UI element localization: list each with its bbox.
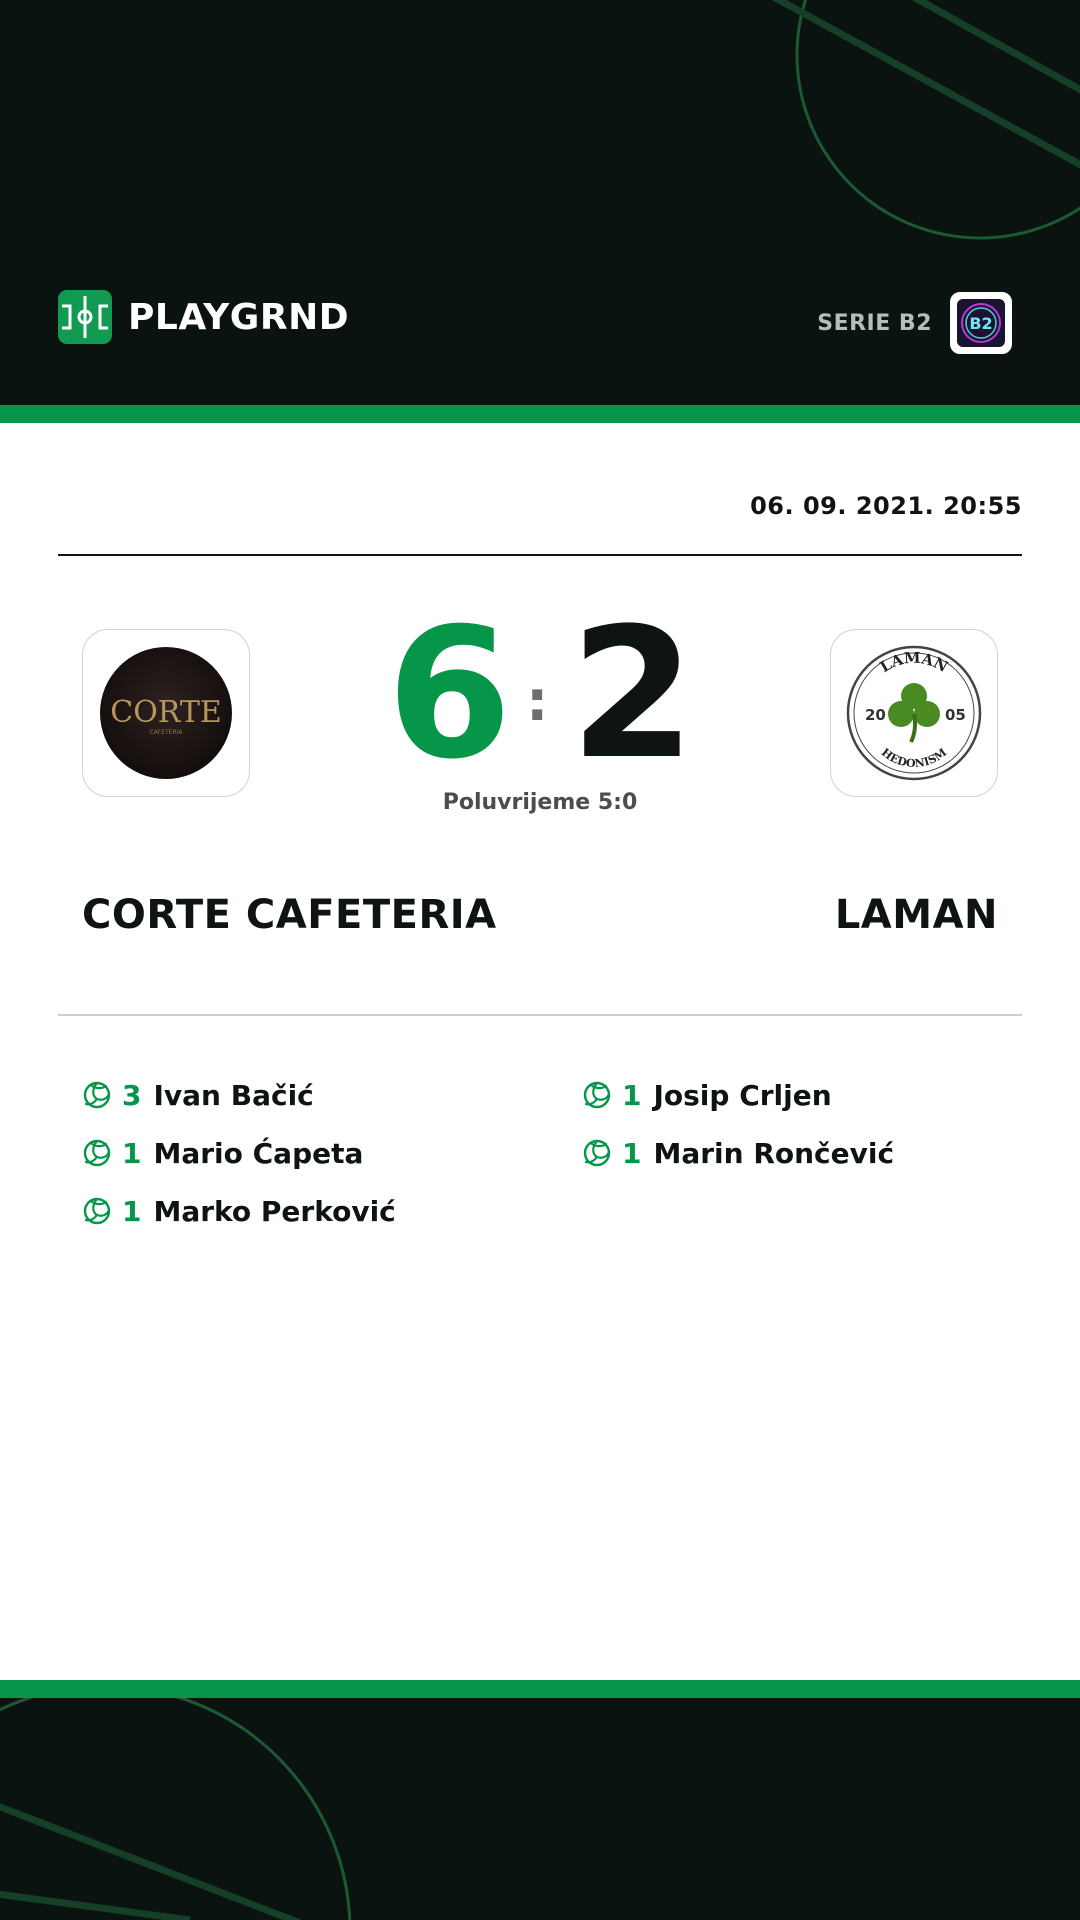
- scorer-name: Mario Ćapeta: [153, 1136, 364, 1170]
- scorer-name: Marko Perković: [153, 1194, 396, 1228]
- scorer-goals: 3: [122, 1078, 142, 1112]
- divider: [58, 1014, 1022, 1016]
- footer-stripe: [0, 1680, 1080, 1698]
- away-logo-year-left: 20: [865, 706, 886, 724]
- league-badge-icon: [950, 292, 1012, 354]
- football-icon: [82, 1138, 112, 1168]
- brand-name: PLAYGRND: [128, 296, 350, 338]
- score-separator: :: [526, 669, 549, 734]
- away-logo-year-right: 05: [945, 706, 966, 724]
- home-score: 6: [386, 590, 512, 799]
- away-team-logo[interactable]: [830, 629, 998, 797]
- home-logo-text: CORTE: [110, 695, 222, 730]
- home-logo-subtext: CAFETERIA: [149, 729, 183, 736]
- brand[interactable]: [58, 290, 349, 344]
- footer: [0, 1698, 1080, 1920]
- football-icon: [582, 1138, 612, 1168]
- football-icon: [82, 1196, 112, 1226]
- league[interactable]: [817, 292, 1012, 354]
- scorer-item[interactable]: [582, 1066, 894, 1124]
- away-team-name[interactable]: LAMAN: [834, 892, 998, 938]
- football-icon: [582, 1080, 612, 1110]
- football-icon: [82, 1080, 112, 1110]
- home-team-name[interactable]: CORTE CAFETERIA: [82, 892, 497, 938]
- away-score: 2: [570, 590, 696, 799]
- scorer-item[interactable]: [582, 1124, 894, 1182]
- scorer-item[interactable]: [82, 1124, 396, 1182]
- home-team-logo[interactable]: [82, 629, 250, 797]
- header: [0, 0, 1080, 405]
- scorer-name: Marin Rončević: [653, 1136, 895, 1170]
- scorer-goals: 1: [122, 1194, 142, 1228]
- scorer-goals: 1: [622, 1078, 642, 1112]
- scorer-item[interactable]: [82, 1182, 396, 1240]
- away-scorers-list: [582, 1066, 894, 1182]
- away-logo-text-top: LAMAN: [876, 648, 951, 677]
- match-datetime: 06. 09. 2021. 20:55: [750, 492, 1022, 520]
- home-scorers-list: [82, 1066, 396, 1240]
- halftime-score: Poluvrijeme 5:0: [442, 790, 638, 815]
- scorer-name: Ivan Bačić: [153, 1078, 314, 1112]
- scorer-goals: 1: [622, 1136, 642, 1170]
- pitch-icon: [58, 290, 112, 344]
- pitch-lines-decoration: [0, 1698, 1080, 1920]
- away-logo-text-bottom: HEDONISM: [878, 745, 950, 771]
- scoreboard: [340, 590, 740, 799]
- scorer-name: Josip Crljen: [653, 1078, 832, 1112]
- divider: [58, 554, 1022, 556]
- header-stripe: [0, 405, 1080, 423]
- league-badge-text: B2: [969, 314, 993, 333]
- scorer-goals: 1: [122, 1136, 142, 1170]
- scorer-item[interactable]: [82, 1066, 396, 1124]
- league-name: SERIE B2: [817, 310, 932, 336]
